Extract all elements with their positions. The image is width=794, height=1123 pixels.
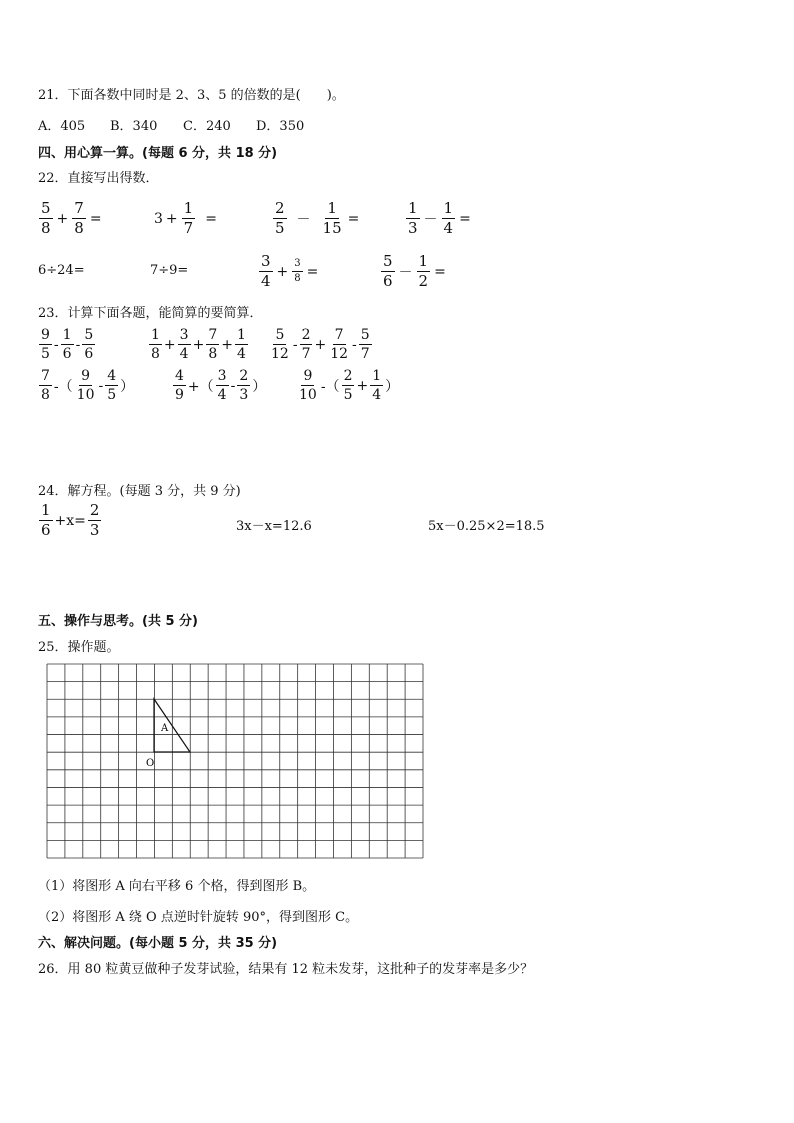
fraction: $\frac{1}{15}$ — [322, 199, 342, 237]
fraction: $\frac{5}{12}$ — [271, 327, 289, 362]
q22-expr-2: 3 + $\frac{1}{7}$ = — [154, 199, 217, 237]
fraction: $\frac{9}{5}$ — [41, 327, 50, 362]
q21-option-a: A．405 — [38, 119, 86, 134]
q21-option-d: D．350 — [256, 119, 305, 134]
fraction: $\frac{7}{8}$ — [41, 368, 50, 403]
fraction: $\frac{5}{7}$ — [360, 327, 370, 362]
q21-option-b: B．340 — [110, 119, 158, 134]
q23-expr-2: $\frac{1}{8}$ + $\frac{3}{4}$ + $\frac{7}{8}$ + $\frac{1}{4}$ — [151, 327, 246, 362]
q21-stem: 21．下面各数中同时是 2、3、5 的倍数的是( )。 — [38, 88, 345, 103]
q24-stem: 24．解方程。(每题 3 分，共 9 分) — [38, 484, 241, 499]
fraction: $\frac{7}{8}$ — [74, 199, 84, 237]
q22-expr-1: $\frac{5}{8}$ + $\frac{7}{8}$ = — [41, 199, 102, 237]
fraction: $\frac{9}{10}$ — [299, 368, 317, 403]
q21-option-c: C．240 — [183, 119, 231, 134]
q22-expr-5: 6÷24= — [38, 263, 85, 278]
q24-equation-3: 5x－0.25×2=18.5 — [428, 519, 545, 534]
fraction: $\frac{5}{6}$ — [383, 252, 393, 290]
fraction: $\frac{4}{5}$ — [107, 368, 117, 403]
q22-expr-8: $\frac{5}{6}$ － $\frac{1}{2}$ = — [383, 252, 446, 290]
fraction: $\frac{2}{5}$ — [275, 199, 285, 237]
fraction: $\frac{1}{2}$ — [418, 252, 429, 290]
fraction: $\frac{1}{6}$ — [62, 327, 72, 362]
fraction: $\frac{1}{3}$ — [408, 199, 418, 237]
fraction: $\frac{2}{3}$ — [239, 368, 249, 403]
shape-label-a: A — [161, 723, 169, 734]
q23-stem: 23．计算下面各题，能简算的要简算． — [38, 306, 263, 321]
fraction: $\frac{3}{8}$ — [294, 258, 301, 284]
section-5-title: 五、操作与思考。(共 5 分) — [38, 614, 198, 629]
q22-expr-4: $\frac{1}{3}$ － $\frac{1}{4}$ = — [408, 199, 471, 237]
q23-expr-6: $\frac{9}{10}$ -（ $\frac{2}{5}$ + $\frac{1}{4}$ ） — [299, 368, 400, 403]
point-label-o: O — [146, 758, 155, 769]
q22-expr-6: 7÷9= — [150, 263, 189, 278]
q23-expr-4: $\frac{7}{8}$ -（ $\frac{9}{10}$ - $\frac{4}{5}$ ） — [41, 368, 135, 403]
section-6-title: 六、解决问题。(每小题 5 分，共 35 分) — [38, 936, 278, 951]
fraction: $\frac{9}{10}$ — [76, 368, 95, 403]
grid-lines — [47, 664, 423, 858]
fraction: $\frac{2}{7}$ — [301, 327, 311, 362]
fraction: $\frac{7}{8}$ — [208, 327, 218, 362]
q25-sub-1: （1）将图形 A 向右平移 6 个格，得到图形 B。 — [38, 879, 316, 894]
section-4-title: 四、用心算一算。(每题 6 分，共 18 分) — [38, 146, 278, 161]
fraction: $\frac{7}{12}$ — [330, 327, 349, 362]
fraction: $\frac{1}{4}$ — [372, 368, 382, 403]
fraction: $\frac{5}{8}$ — [41, 199, 51, 237]
q22-expr-3: $\frac{2}{5}$ － $\frac{1}{15}$ = — [275, 199, 360, 237]
fraction: $\frac{1}{4}$ — [443, 199, 454, 237]
q23-expr-5: $\frac{4}{9}$ +（ $\frac{3}{4}$ - $\frac{2}{3}$ ） — [175, 368, 267, 403]
q23-expr-1: $\frac{9}{5}$ - $\frac{1}{6}$ - $\frac{5}{6}$ — [41, 327, 94, 362]
q26-stem: 26．用 80 粒黄豆做种子发芽试验，结果有 12 粒未发芽，这批种子的发芽率是多少？ — [38, 962, 534, 977]
fraction: $\frac{1}{6}$ — [41, 501, 51, 539]
q23-expr-3: $\frac{5}{12}$ - $\frac{2}{7}$ + $\frac{7}{12}$ - $\frac{5}{7}$ — [271, 327, 370, 362]
q25-sub-2: （2）将图形 A 绕 O 点逆时针旋转 90°，得到图形 C。 — [38, 910, 359, 925]
q24-equation-2: 3x－x=12.6 — [236, 519, 312, 534]
q22-stem: 22．直接写出得数． — [38, 171, 159, 186]
fraction: $\frac{3}{4}$ — [179, 327, 189, 362]
fraction: $\frac{1}{8}$ — [151, 327, 160, 362]
q25-stem: 25．操作题。 — [38, 640, 120, 655]
fraction: $\frac{2}{3}$ — [89, 501, 100, 539]
q24-equation-1: $\frac{1}{6}$ +x= $\frac{2}{3}$ — [41, 501, 100, 539]
fraction: $\frac{4}{9}$ — [175, 368, 184, 403]
fraction: $\frac{3}{4}$ — [217, 368, 227, 403]
fraction: $\frac{3}{4}$ — [261, 252, 271, 290]
q25-grid — [46, 663, 424, 859]
fraction: $\frac{5}{6}$ — [84, 327, 94, 362]
fraction: $\frac{1}{7}$ — [183, 199, 194, 237]
fraction: $\frac{1}{4}$ — [236, 327, 246, 362]
fraction: $\frac{2}{5}$ — [343, 368, 353, 403]
q22-expr-7: $\frac{3}{4}$ + $\frac{3}{8}$ = — [261, 252, 319, 290]
